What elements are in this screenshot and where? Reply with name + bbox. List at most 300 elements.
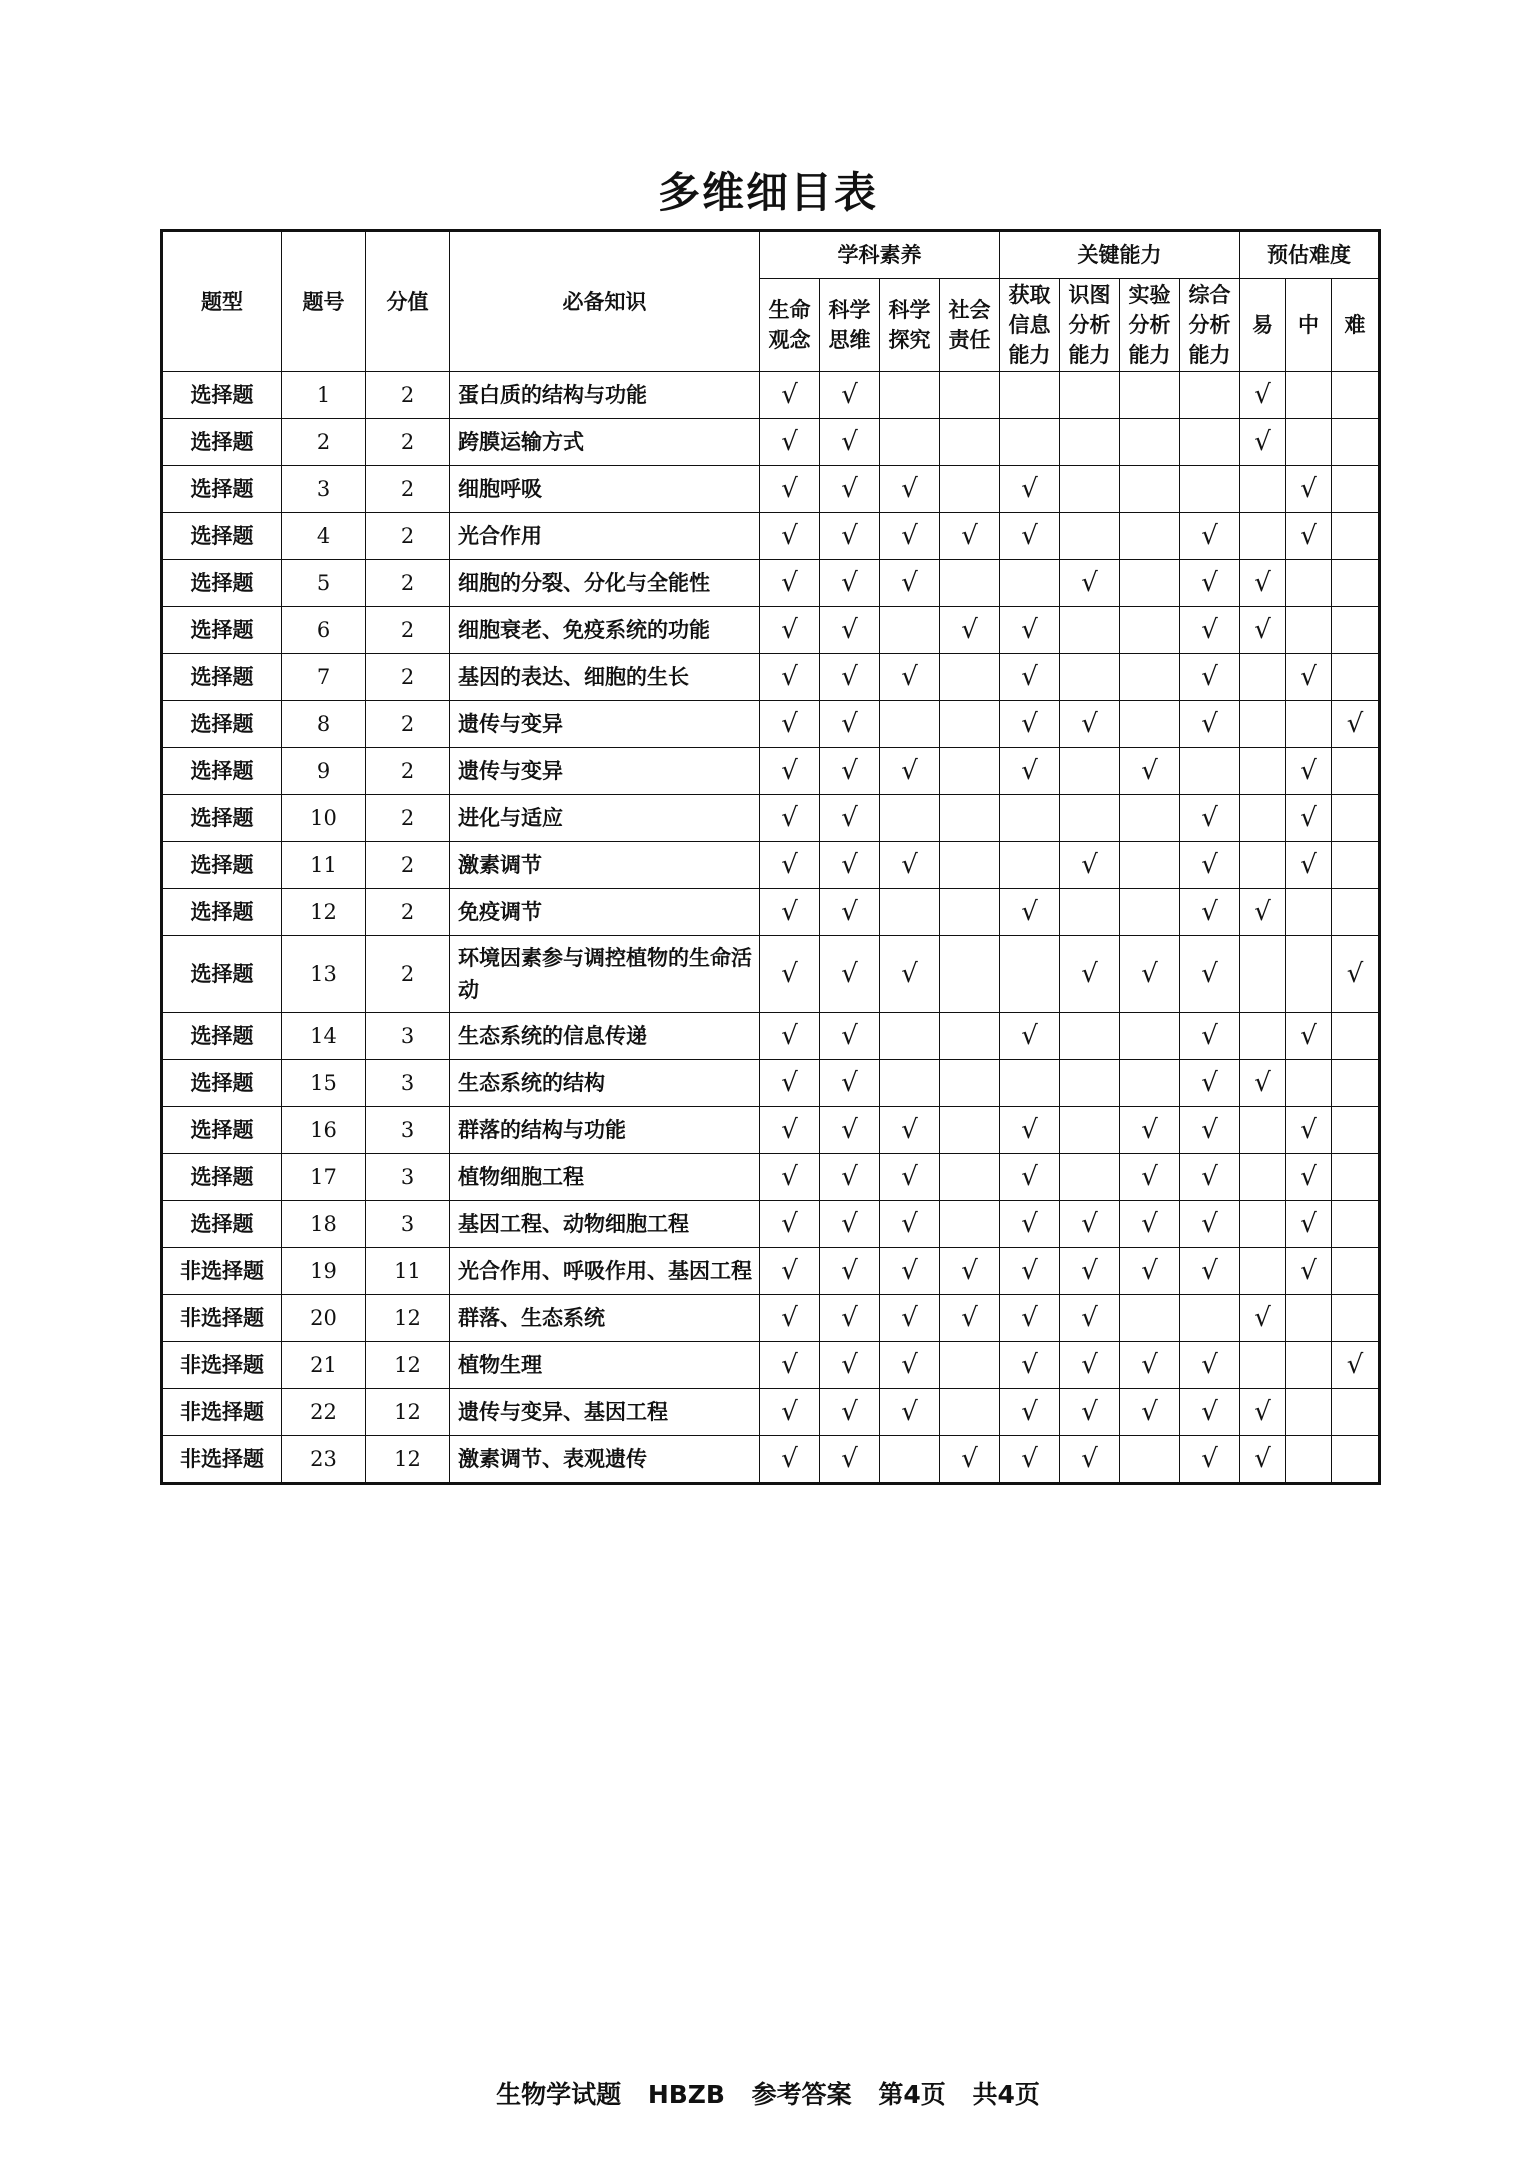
mark-cell <box>940 1060 1000 1107</box>
check-mark-icon: √ <box>841 755 858 786</box>
mark-cell <box>1240 936 1286 1013</box>
score-cell: 2 <box>366 889 450 936</box>
mark-cell <box>1060 936 1120 1013</box>
check-mark-icon: √ <box>1021 1020 1038 1051</box>
table-row <box>162 419 1380 466</box>
mark-cell <box>880 1107 940 1154</box>
mark-cell <box>1180 795 1240 842</box>
knowledge-cell: 群落的结构与功能 <box>450 1107 760 1154</box>
check-mark-icon: √ <box>1201 1020 1218 1051</box>
mark-cell <box>820 701 880 748</box>
mark-cell <box>1120 1060 1180 1107</box>
mark-cell <box>1060 372 1120 419</box>
check-mark-icon: √ <box>781 755 798 786</box>
mark-cell <box>940 748 1000 795</box>
subheader-cell <box>1286 279 1332 372</box>
check-mark-icon: √ <box>901 567 918 598</box>
check-mark-icon: √ <box>1346 958 1364 989</box>
knowledge-cell: 光合作用 <box>450 513 760 560</box>
knowledge-cell: 蛋白质的结构与功能 <box>450 372 760 419</box>
mark-cell <box>1240 654 1286 701</box>
check-mark-icon: √ <box>1254 614 1271 645</box>
check-mark-icon: √ <box>781 1161 798 1192</box>
check-mark-icon: √ <box>1201 661 1218 692</box>
subheader-line: 实验 <box>1128 283 1171 307</box>
check-mark-icon: √ <box>961 1443 978 1474</box>
mark-cell <box>760 1342 820 1389</box>
check-mark-icon: √ <box>781 661 798 692</box>
check-mark-icon: √ <box>841 958 858 989</box>
check-mark-icon: √ <box>1300 661 1317 692</box>
question-number-cell: 19 <box>282 1248 366 1295</box>
mark-cell <box>880 842 940 889</box>
check-mark-icon: √ <box>781 958 798 989</box>
knowledge-cell: 基因的表达、细胞的生长 <box>450 654 760 701</box>
mark-cell <box>1240 795 1286 842</box>
mark-cell <box>880 607 940 654</box>
check-mark-icon: √ <box>1021 661 1038 692</box>
mark-cell <box>760 889 820 936</box>
knowledge-cell: 生态系统的结构 <box>450 1060 760 1107</box>
check-mark-icon: √ <box>1141 1255 1158 1286</box>
check-mark-icon: √ <box>1201 1161 1218 1192</box>
mark-cell <box>880 1013 940 1060</box>
table-row <box>162 1060 1380 1107</box>
check-mark-icon: √ <box>781 1349 798 1380</box>
check-mark-icon: √ <box>1021 1349 1038 1380</box>
mark-cell <box>1240 1342 1286 1389</box>
check-mark-icon: √ <box>841 1396 858 1427</box>
mark-cell <box>1286 1201 1332 1248</box>
question-type-cell: 选择题 <box>162 1013 282 1060</box>
mark-cell <box>1286 607 1332 654</box>
check-mark-icon: √ <box>1081 1302 1098 1333</box>
mark-cell <box>1120 748 1180 795</box>
check-mark-icon: √ <box>961 614 978 645</box>
check-mark-icon: √ <box>841 1349 858 1380</box>
mark-cell <box>1000 1154 1060 1201</box>
mark-cell <box>1000 1342 1060 1389</box>
score-cell: 2 <box>366 701 450 748</box>
mark-cell <box>760 466 820 513</box>
mark-cell <box>1286 795 1332 842</box>
mark-cell <box>1332 1154 1380 1201</box>
mark-cell <box>760 1060 820 1107</box>
score-cell: 2 <box>366 654 450 701</box>
check-mark-icon: √ <box>781 1020 798 1051</box>
check-mark-icon: √ <box>901 755 918 786</box>
check-mark-icon: √ <box>781 1255 798 1286</box>
check-mark-icon: √ <box>1300 849 1317 880</box>
mark-cell <box>1180 1295 1240 1342</box>
score-cell: 2 <box>366 936 450 1013</box>
question-number-cell: 21 <box>282 1342 366 1389</box>
header-qnum: 题号 <box>282 231 366 372</box>
check-mark-icon: √ <box>1201 614 1218 645</box>
question-number-cell: 17 <box>282 1154 366 1201</box>
mark-cell <box>1286 889 1332 936</box>
mark-cell <box>1332 748 1380 795</box>
mark-cell <box>1120 607 1180 654</box>
mark-cell <box>1240 1107 1286 1154</box>
check-mark-icon: √ <box>901 473 918 504</box>
mark-cell <box>1180 1107 1240 1154</box>
table-body <box>162 372 1380 1484</box>
mark-cell <box>880 1295 940 1342</box>
subheader-line: 获取 <box>1008 283 1051 307</box>
mark-cell <box>1060 1201 1120 1248</box>
check-mark-icon: √ <box>841 426 858 457</box>
question-type-cell: 非选择题 <box>162 1436 282 1484</box>
mark-cell <box>1286 1389 1332 1436</box>
mark-cell <box>1000 701 1060 748</box>
table-row <box>162 1342 1380 1389</box>
mark-cell <box>760 748 820 795</box>
mark-cell <box>820 654 880 701</box>
check-mark-icon: √ <box>1201 708 1218 739</box>
question-type-cell: 选择题 <box>162 701 282 748</box>
mark-cell <box>760 607 820 654</box>
mark-cell <box>820 607 880 654</box>
mark-cell <box>940 1201 1000 1248</box>
mark-cell <box>760 936 820 1013</box>
check-mark-icon: √ <box>1141 1114 1158 1145</box>
check-mark-icon: √ <box>1021 1114 1038 1145</box>
check-mark-icon: √ <box>1201 567 1218 598</box>
mark-cell <box>1180 466 1240 513</box>
mark-cell <box>1332 1201 1380 1248</box>
mark-cell <box>1060 1295 1120 1342</box>
mark-cell <box>1000 1013 1060 1060</box>
mark-cell <box>1240 607 1286 654</box>
mark-cell <box>820 513 880 560</box>
check-mark-icon: √ <box>781 708 798 739</box>
mark-cell <box>1000 795 1060 842</box>
mark-cell <box>1180 654 1240 701</box>
check-mark-icon: √ <box>841 1302 858 1333</box>
mark-cell <box>1332 701 1380 748</box>
mark-cell <box>1120 1107 1180 1154</box>
check-mark-icon: √ <box>1254 379 1271 410</box>
question-type-cell: 选择题 <box>162 466 282 513</box>
mark-cell <box>1240 842 1286 889</box>
mark-cell <box>820 889 880 936</box>
subheader-line: 难 <box>1344 313 1366 337</box>
subheader-cell <box>1332 279 1380 372</box>
mark-cell <box>1332 1389 1380 1436</box>
mark-cell <box>1180 1342 1240 1389</box>
mark-cell <box>1240 466 1286 513</box>
check-mark-icon: √ <box>1021 1208 1038 1239</box>
knowledge-cell: 植物生理 <box>450 1342 760 1389</box>
mark-cell <box>760 654 820 701</box>
mark-cell <box>1060 513 1120 560</box>
mark-cell <box>1240 1201 1286 1248</box>
check-mark-icon: √ <box>1201 849 1218 880</box>
mark-cell <box>1060 1154 1120 1201</box>
check-mark-icon: √ <box>1081 1349 1098 1380</box>
mark-cell <box>1286 419 1332 466</box>
mark-cell <box>1180 513 1240 560</box>
mark-cell <box>1180 842 1240 889</box>
mark-cell <box>880 466 940 513</box>
mark-cell <box>1120 513 1180 560</box>
mark-cell <box>760 701 820 748</box>
mark-cell <box>1000 842 1060 889</box>
check-mark-icon: √ <box>1081 1396 1098 1427</box>
header-knowledge: 必备知识 <box>450 231 760 372</box>
score-cell: 3 <box>366 1107 450 1154</box>
check-mark-icon: √ <box>841 1067 858 1098</box>
knowledge-cell: 遗传与变异 <box>450 701 760 748</box>
knowledge-cell: 细胞的分裂、分化与全能性 <box>450 560 760 607</box>
check-mark-icon: √ <box>1141 1396 1158 1427</box>
check-mark-icon: √ <box>901 1396 918 1427</box>
mark-cell <box>1240 701 1286 748</box>
table-row <box>162 795 1380 842</box>
mark-cell <box>880 936 940 1013</box>
mark-cell <box>1180 936 1240 1013</box>
check-mark-icon: √ <box>841 473 858 504</box>
mark-cell <box>1180 372 1240 419</box>
mark-cell <box>820 1389 880 1436</box>
mark-cell <box>820 419 880 466</box>
mark-cell <box>760 1013 820 1060</box>
mark-cell <box>1332 466 1380 513</box>
check-mark-icon: √ <box>1021 614 1038 645</box>
check-mark-icon: √ <box>1081 849 1098 880</box>
mark-cell <box>1060 889 1120 936</box>
mark-cell <box>1286 1107 1332 1154</box>
check-mark-icon: √ <box>1201 1114 1218 1145</box>
check-mark-icon: √ <box>781 1302 798 1333</box>
mark-cell <box>1240 1154 1286 1201</box>
mark-cell <box>1120 372 1180 419</box>
check-mark-icon: √ <box>1254 1396 1271 1427</box>
mark-cell <box>1120 1295 1180 1342</box>
score-cell: 3 <box>366 1060 450 1107</box>
mark-cell <box>1332 1013 1380 1060</box>
subheader-line: 思维 <box>828 328 871 352</box>
question-type-cell: 非选择题 <box>162 1248 282 1295</box>
mark-cell <box>760 560 820 607</box>
mark-cell <box>940 654 1000 701</box>
check-mark-icon: √ <box>901 1349 918 1380</box>
check-mark-icon: √ <box>781 1443 798 1474</box>
check-mark-icon: √ <box>1254 1302 1271 1333</box>
mark-cell <box>1000 1107 1060 1154</box>
mark-cell <box>1120 1013 1180 1060</box>
mark-cell <box>940 466 1000 513</box>
score-cell: 2 <box>366 748 450 795</box>
mark-cell <box>880 748 940 795</box>
score-cell: 11 <box>366 1248 450 1295</box>
mark-cell <box>940 1436 1000 1484</box>
subheader-cell <box>1060 279 1120 372</box>
table-row <box>162 607 1380 654</box>
mark-cell <box>1060 654 1120 701</box>
question-number-cell: 10 <box>282 795 366 842</box>
check-mark-icon: √ <box>841 896 858 927</box>
mark-cell <box>1240 1295 1286 1342</box>
check-mark-icon: √ <box>1300 473 1317 504</box>
table-row <box>162 1201 1380 1248</box>
mark-cell <box>1240 1436 1286 1484</box>
mark-cell <box>880 1342 940 1389</box>
mark-cell <box>760 795 820 842</box>
mark-cell <box>1000 372 1060 419</box>
check-mark-icon: √ <box>1254 426 1271 457</box>
check-mark-icon: √ <box>1201 1208 1218 1239</box>
subheader-line: 能力 <box>1128 343 1171 367</box>
mark-cell <box>760 1154 820 1201</box>
mark-cell <box>1332 654 1380 701</box>
mark-cell <box>1000 1248 1060 1295</box>
mark-cell <box>1120 654 1180 701</box>
check-mark-icon: √ <box>961 1255 978 1286</box>
subheader-line: 分析 <box>1188 313 1231 337</box>
mark-cell <box>1000 654 1060 701</box>
mark-cell <box>940 1342 1000 1389</box>
mark-cell <box>1332 889 1380 936</box>
check-mark-icon: √ <box>1021 708 1038 739</box>
check-mark-icon: √ <box>841 708 858 739</box>
check-mark-icon: √ <box>781 379 798 410</box>
table-row <box>162 654 1380 701</box>
check-mark-icon: √ <box>1300 1161 1317 1192</box>
check-mark-icon: √ <box>841 1255 858 1286</box>
table-row <box>162 513 1380 560</box>
table-row <box>162 701 1380 748</box>
mark-cell <box>1000 748 1060 795</box>
check-mark-icon: √ <box>1254 1067 1271 1098</box>
mark-cell <box>1332 1248 1380 1295</box>
question-type-cell: 选择题 <box>162 1201 282 1248</box>
score-cell: 2 <box>366 513 450 560</box>
knowledge-cell: 光合作用、呼吸作用、基因工程 <box>450 1248 760 1295</box>
check-mark-icon: √ <box>841 1443 858 1474</box>
mark-cell <box>1060 419 1120 466</box>
check-mark-icon: √ <box>781 802 798 833</box>
mark-cell <box>1240 372 1286 419</box>
table-row <box>162 1107 1380 1154</box>
page-footer: 生物学试题 HBZB 参考答案 第4页 共4页 <box>496 2080 1040 2109</box>
mark-cell <box>760 1107 820 1154</box>
mark-cell <box>1000 607 1060 654</box>
mark-cell <box>940 889 1000 936</box>
check-mark-icon: √ <box>1141 755 1158 786</box>
mark-cell <box>1000 419 1060 466</box>
mark-cell <box>1120 1436 1180 1484</box>
check-mark-icon: √ <box>901 1208 918 1239</box>
subheader-cell <box>880 279 940 372</box>
mark-cell <box>1120 936 1180 1013</box>
table-row <box>162 936 1380 1013</box>
check-mark-icon: √ <box>1201 1067 1218 1098</box>
mark-cell <box>1240 1013 1286 1060</box>
score-cell: 2 <box>366 842 450 889</box>
table-row <box>162 1154 1380 1201</box>
score-cell: 2 <box>366 419 450 466</box>
check-mark-icon: √ <box>781 426 798 457</box>
score-cell: 3 <box>366 1201 450 1248</box>
mark-cell <box>1180 1201 1240 1248</box>
question-type-cell: 选择题 <box>162 842 282 889</box>
mark-cell <box>1060 795 1120 842</box>
question-type-cell: 非选择题 <box>162 1342 282 1389</box>
mark-cell <box>880 1060 940 1107</box>
question-number-cell: 7 <box>282 654 366 701</box>
mark-cell <box>880 1154 940 1201</box>
mark-cell <box>880 795 940 842</box>
mark-cell <box>1120 560 1180 607</box>
mark-cell <box>1000 936 1060 1013</box>
mark-cell <box>1120 419 1180 466</box>
mark-cell <box>760 1201 820 1248</box>
mark-cell <box>1332 842 1380 889</box>
mark-cell <box>940 701 1000 748</box>
mark-cell <box>1240 1248 1286 1295</box>
mark-cell <box>1120 1342 1180 1389</box>
page-title: 多维细目表 <box>657 168 878 217</box>
mark-cell <box>1286 654 1332 701</box>
mark-cell <box>1286 513 1332 560</box>
mark-cell <box>880 1436 940 1484</box>
question-type-cell: 选择题 <box>162 889 282 936</box>
check-mark-icon: √ <box>841 520 858 551</box>
check-mark-icon: √ <box>901 1114 918 1145</box>
mark-cell <box>1180 1436 1240 1484</box>
mark-cell <box>1286 748 1332 795</box>
question-number-cell: 22 <box>282 1389 366 1436</box>
mark-cell <box>820 466 880 513</box>
mark-cell <box>1240 1389 1286 1436</box>
mark-cell <box>940 1107 1000 1154</box>
header-group-literacy: 学科素养 <box>760 231 1000 279</box>
check-mark-icon: √ <box>901 1302 918 1333</box>
mark-cell <box>1240 1060 1286 1107</box>
subheader-line: 社会 <box>948 298 991 322</box>
mark-cell <box>1120 701 1180 748</box>
mark-cell <box>1240 889 1286 936</box>
mark-cell <box>1180 748 1240 795</box>
subheader-line: 识图 <box>1068 283 1111 307</box>
mark-cell <box>1332 795 1380 842</box>
mark-cell <box>1332 419 1380 466</box>
mark-cell <box>940 1013 1000 1060</box>
question-number-cell: 8 <box>282 701 366 748</box>
mark-cell <box>1286 1060 1332 1107</box>
check-mark-icon: √ <box>961 1302 978 1333</box>
question-number-cell: 11 <box>282 842 366 889</box>
table-row <box>162 1013 1380 1060</box>
check-mark-icon: √ <box>901 661 918 692</box>
check-mark-icon: √ <box>1141 1349 1158 1380</box>
question-type-cell: 非选择题 <box>162 1295 282 1342</box>
mark-cell <box>1240 419 1286 466</box>
table-row <box>162 1248 1380 1295</box>
score-cell: 2 <box>366 607 450 654</box>
mark-cell <box>1286 372 1332 419</box>
check-mark-icon: √ <box>841 1020 858 1051</box>
subheader-line: 生命 <box>768 298 811 322</box>
check-mark-icon: √ <box>1021 473 1038 504</box>
knowledge-cell: 细胞呼吸 <box>450 466 760 513</box>
subheader-cell <box>1120 279 1180 372</box>
mark-cell <box>1000 889 1060 936</box>
mark-cell <box>940 1389 1000 1436</box>
mark-cell <box>820 1342 880 1389</box>
